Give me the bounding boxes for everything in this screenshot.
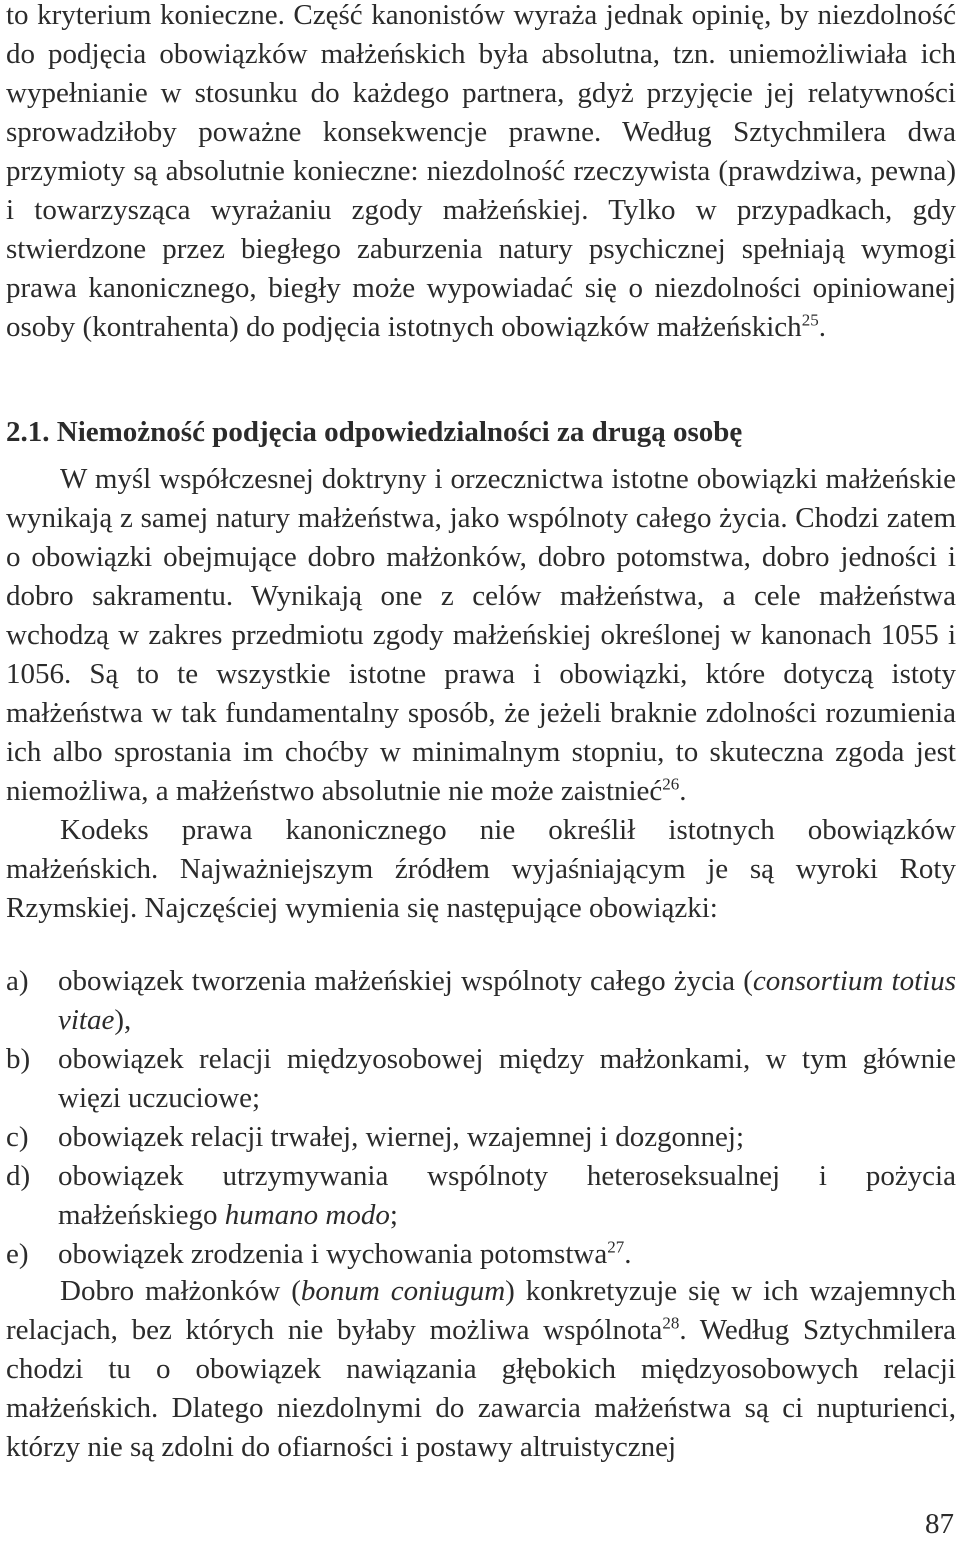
obligations-list [6,962,956,1274]
list-item: b) obowiązek relacji międzyosobowej między małżonkami, w tym głównie więzi uczuciowe; [6,1040,956,1118]
section-heading [6,413,956,452]
paragraph-1: to kryterium konieczne. Część kanonistów wyraża jednak opinię, by niezdolność do podjęcia obowiązków małżeńskich była absolutna, tzn. uniemożliwiała ich wypełnianie w stosunku do każdego partnera, gdyż przyjęcie jej relatywności sprowadziłoby poważne konsekwencje prawne. Według Sztychmilera dwa przymioty są absolutnie konieczne: niezdolność rzeczywista (prawdziwa, pewna) i towarzysząca wyrażaniu zgody małżeńskiej. Tylko w przypadkach, gdy stwierdzone przez biegłego zaburzenia natury psychicznej spełniają wymogi prawa kanonicznego, biegły może wypowiadać się o niezdolności opiniowanej osoby (kontrahenta) do podjęcia istotnych obowiązków małżeńskich$^{25}$. [6,0,956,343]
list-marker: e) [6,1238,29,1270]
footnote-ref[interactable]: 26 [662,774,680,794]
footnote-ref[interactable]: 27 [607,1237,625,1257]
list-item: e) obowiązek zrodzenia i wychowania potomstwa$^{27}$. [6,1235,956,1274]
list-marker: c) [6,1121,29,1153]
paragraph-text: W myśl współczesnej doktryny i orzecznictwa istotne obowiązki małżeńskie wynikają z samej natury małżeństwa, jako wspólnoty całego życia. Chodzi zatem o obowiązki obejmujące dobro małżonków, dobro potomstwa, dobro jedności i dobro sakramentu. Wynikają one z celów małżeństwa, a cele małżeństwa wchodzą w zakres przedmiotu zgody małżeńskiej określonej w kanonach 1055 i 1056. Są to te wszystkie istotne prawa i obowiązki, które dotyczą istoty małżeństwa w tak fundamentalny sposób, że jeżeli braknie zdolności rozumienia ich albo sprostania im choćby w minimalnym stopniu, to skuteczna zgoda jest niemożliwa, a małżeństwo absolutnie nie może zaistnieć [6,463,956,807]
list-item: a) obowiązek tworzenia małżeńskiej wspólnoty całego życia (consortium totius vitae), [6,962,956,1040]
list-marker: d) [6,1160,31,1192]
paragraph-4: Dobro małżonków (bonum coniugum) konkretyzuje się w ich wzajemnych relacjach, bez których nie byłaby możliwa wspólnota$^{28}$. Według Sztychmilera chodzi tu o obowiązek nawiązania głębokich międzyosobowych relacji małżeńskich. Dlatego niezdolnymi do zawarcia małżeństwa są ci nupturienci, którzy nie są zdolni do ofiarności i postawy altruistycznej [6,1275,956,1463]
footnote-ref[interactable]: 25 [801,310,819,330]
paragraph-2: W myśl współczesnej doktryny i orzecznictwa istotne obowiązki małżeńskie wynikają z samej natury małżeństwa, jako wspólnoty całego życia. Chodzi zatem o obowiązki obejmujące dobro małżonków, dobro potomstwa, dobro jedności i dobro sakramentu. Wynikają one z celów małżeństwa, a cele małżeństwa wchodzą w zakres przedmiotu zgody małżeńskiej określonej w kanonach 1055 i 1056. Są to te wszystkie istotne prawa i obowiązki, które dotyczą istoty małżeństwa w tak fundamentalny sposób, że jeżeli braknie zdolności rozumienia ich albo sprostania im choćby w minimalnym stopniu, to skuteczna zgoda jest niemożliwa, a małżeństwo absolutnie nie może zaistnieć$^{26}$. Kodeks prawa kanonicznego nie określił istotnych obowiązków małżeńskich. Najważniejszym źródłem wyjaśniającym je są wyroki Roty Rzymskiej. Najczęściej wymienia się następujące obowiązki: [6,460,956,928]
list-marker: b) [6,1043,31,1075]
list-marker: a) [6,965,29,997]
section-number: 2.1. [6,416,50,448]
paragraph-text: to kryterium konieczne. Część kanonistów wyraża jednak opinię, by niezdolność do podjęcia obowiązków małżeńskich była absolutna, tzn. uniemożliwiała ich wypełnianie w stosunku do każdego partnera, gdyż przyjęcie jej relatywności sprowadziłoby poważne konsekwencje prawne. Według Sztychmilera dwa przymioty są absolutnie konieczne: niezdolność rzeczywista (prawdziwa, pewna) i towarzysząca wyrażaniu zgody małżeńskiej. Tylko w przypadkach, gdy stwierdzone przez biegłego zaburzenia natury psychicznej spełniają wymogi prawa kanonicznego, biegły może wypowiadać się o niezdolności opiniowanej osoby (kontrahenta) do podjęcia istotnych obowiązków małżeńskich [6,0,956,343]
paragraph-3 [6,811,956,928]
list-item: c) obowiązek relacji trwałej, wiernej, wzajemnej i dozgonnej; [6,1118,956,1157]
page-number: 87 [925,1508,954,1540]
paragraph-text: Kodeks prawa kanonicznego nie określił istotnych obowiązków małżeńskich. Najważniejszym źródłem wyjaśniającym je są wyroki Roty Rzymskiej. Najczęściej wymienia się następujące obowiązki: [6,814,956,924]
footnote-ref[interactable]: 28 [662,1313,680,1333]
list-item: d) obowiązek utrzymywania wspólnoty heteroseksualnej i pożycia małżeńskiego humano modo; [6,1157,956,1235]
section-title: Niemożność podjęcia odpowiedzialności za drugą osobę [56,416,743,448]
